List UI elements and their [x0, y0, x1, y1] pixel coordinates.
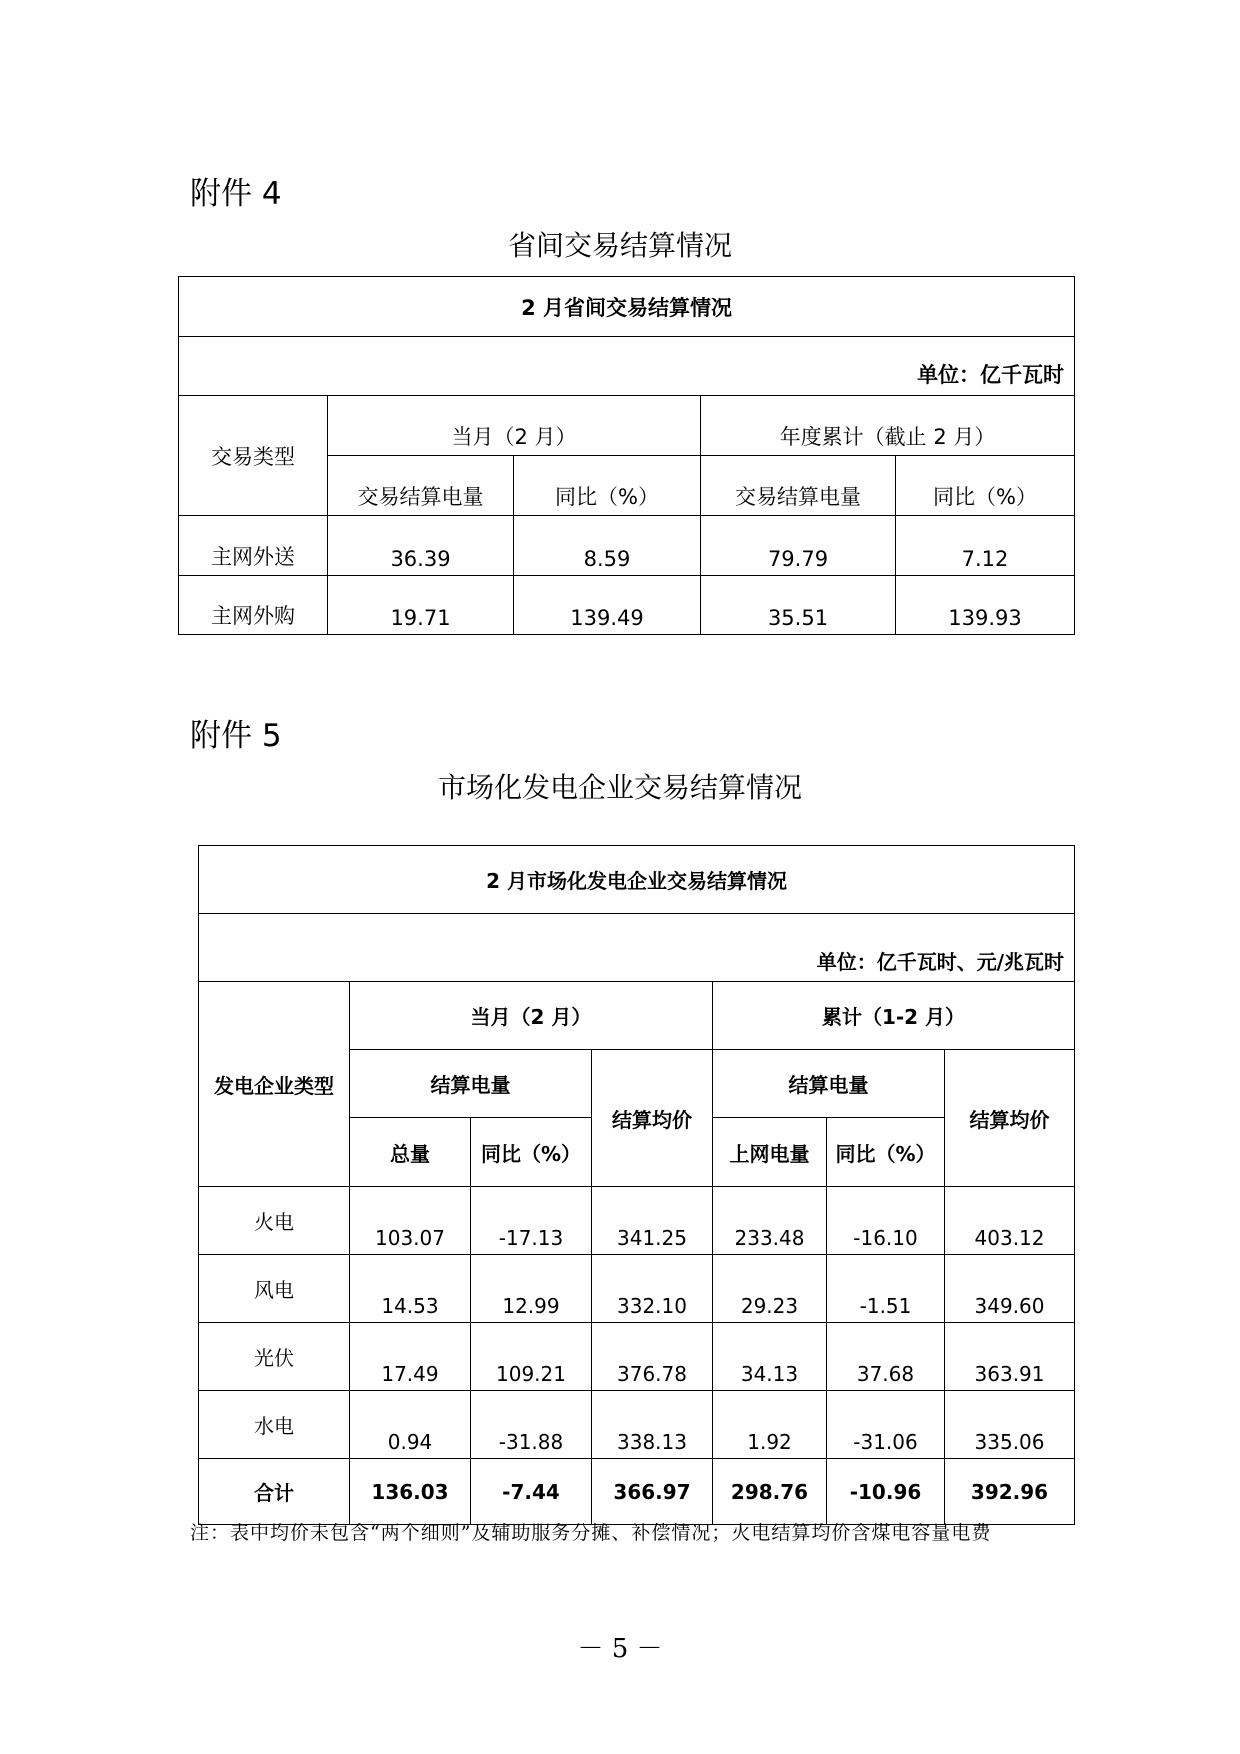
- unit-label: 单位：亿千瓦时: [179, 337, 1075, 396]
- annex5-label: 附件 5: [190, 718, 282, 754]
- cell: 29.23: [713, 1255, 827, 1323]
- row-type: 主网外送: [179, 516, 328, 576]
- cell: 19.71: [328, 576, 514, 635]
- table-row: [179, 516, 1075, 576]
- cell: 109.21: [471, 1323, 592, 1391]
- annex5-title: 市场化发电企业交易结算情况: [437, 771, 802, 804]
- type-header: 交易类型: [179, 396, 328, 516]
- cell: 335.06: [945, 1391, 1075, 1459]
- cum-settle-qty-header: 结算电量: [713, 1050, 945, 1118]
- annex4-title: 省间交易结算情况: [507, 229, 732, 262]
- current-month-header: 当月（2 月）: [350, 982, 713, 1050]
- cell: 349.60: [945, 1255, 1075, 1323]
- total-header: 总量: [350, 1118, 471, 1187]
- annex4-label: 附件 4: [190, 176, 282, 212]
- type-header: 发电企业类型: [199, 982, 350, 1187]
- table-caption: 2 月省间交易结算情况: [179, 277, 1075, 337]
- cell: 376.78: [592, 1323, 713, 1391]
- cell: 139.49: [514, 576, 701, 635]
- cell: 139.93: [896, 576, 1075, 635]
- total-row: [199, 1459, 1075, 1525]
- cell: 14.53: [350, 1255, 471, 1323]
- row-type: 水电: [199, 1391, 350, 1459]
- cum-yoy-header: 同比（%）: [827, 1118, 945, 1187]
- table-row: [199, 1323, 1075, 1391]
- cell: 34.13: [713, 1323, 827, 1391]
- cell: 35.51: [701, 576, 896, 635]
- table-row: [199, 1255, 1075, 1323]
- row-type: 光伏: [199, 1323, 350, 1391]
- cell: 136.03: [350, 1459, 471, 1525]
- cell: -17.13: [471, 1187, 592, 1255]
- cell: 392.96: [945, 1459, 1075, 1525]
- cumulative-header: 累计（1-2 月）: [713, 982, 1075, 1050]
- cell: 36.39: [328, 516, 514, 576]
- unit-label: 单位：亿千瓦时、元/兆瓦时: [199, 914, 1075, 982]
- cell: 7.12: [896, 516, 1075, 576]
- cell: -1.51: [827, 1255, 945, 1323]
- cell: -10.96: [827, 1459, 945, 1525]
- cell: 79.79: [701, 516, 896, 576]
- cell: 363.91: [945, 1323, 1075, 1391]
- table-row: [199, 1187, 1075, 1255]
- cell: 332.10: [592, 1255, 713, 1323]
- cell: 0.94: [350, 1391, 471, 1459]
- cell: 338.13: [592, 1391, 713, 1459]
- row-type: 火电: [199, 1187, 350, 1255]
- current-settle-qty-header: 结算电量: [350, 1050, 592, 1118]
- current-yoy-header: 同比（%）: [471, 1118, 592, 1187]
- row-type: 合计: [199, 1459, 350, 1525]
- cell: -16.10: [827, 1187, 945, 1255]
- table-row: [179, 576, 1075, 635]
- cell: -31.06: [827, 1391, 945, 1459]
- cell: 341.25: [592, 1187, 713, 1255]
- cell: 17.49: [350, 1323, 471, 1391]
- cell: 12.99: [471, 1255, 592, 1323]
- current-yoy-header: 同比（%）: [514, 456, 701, 516]
- current-avg-price-header: 结算均价: [592, 1050, 713, 1187]
- row-type: 风电: [199, 1255, 350, 1323]
- cell: 8.59: [514, 516, 701, 576]
- cell: 298.76: [713, 1459, 827, 1525]
- cell: 1.92: [713, 1391, 827, 1459]
- interprovincial-table: [178, 276, 1075, 635]
- footnote: 注：表中均价未包含“两个细则”及辅助服务分摊、补偿情况；火电结算均价含煤电容量电费: [190, 1522, 992, 1544]
- ytd-qty-header: 交易结算电量: [701, 456, 896, 516]
- cell: 37.68: [827, 1323, 945, 1391]
- cum-avg-price-header: 结算均价: [945, 1050, 1075, 1187]
- cell: 403.12: [945, 1187, 1075, 1255]
- table-row: [199, 1391, 1075, 1459]
- page-number: － 5 －: [577, 1634, 663, 1664]
- current-qty-header: 交易结算电量: [328, 456, 514, 516]
- cell: -31.88: [471, 1391, 592, 1459]
- row-type: 主网外购: [179, 576, 328, 635]
- cell: -7.44: [471, 1459, 592, 1525]
- table-caption: 2 月市场化发电企业交易结算情况: [199, 846, 1075, 914]
- ytd-yoy-header: 同比（%）: [896, 456, 1075, 516]
- ytd-header: 年度累计（截止 2 月）: [701, 396, 1075, 456]
- cell: 103.07: [350, 1187, 471, 1255]
- grid-qty-header: 上网电量: [713, 1118, 827, 1187]
- current-month-header: 当月（2 月）: [328, 396, 701, 456]
- generation-enterprise-table: [198, 845, 1075, 1525]
- cell: 233.48: [713, 1187, 827, 1255]
- cell: 366.97: [592, 1459, 713, 1525]
